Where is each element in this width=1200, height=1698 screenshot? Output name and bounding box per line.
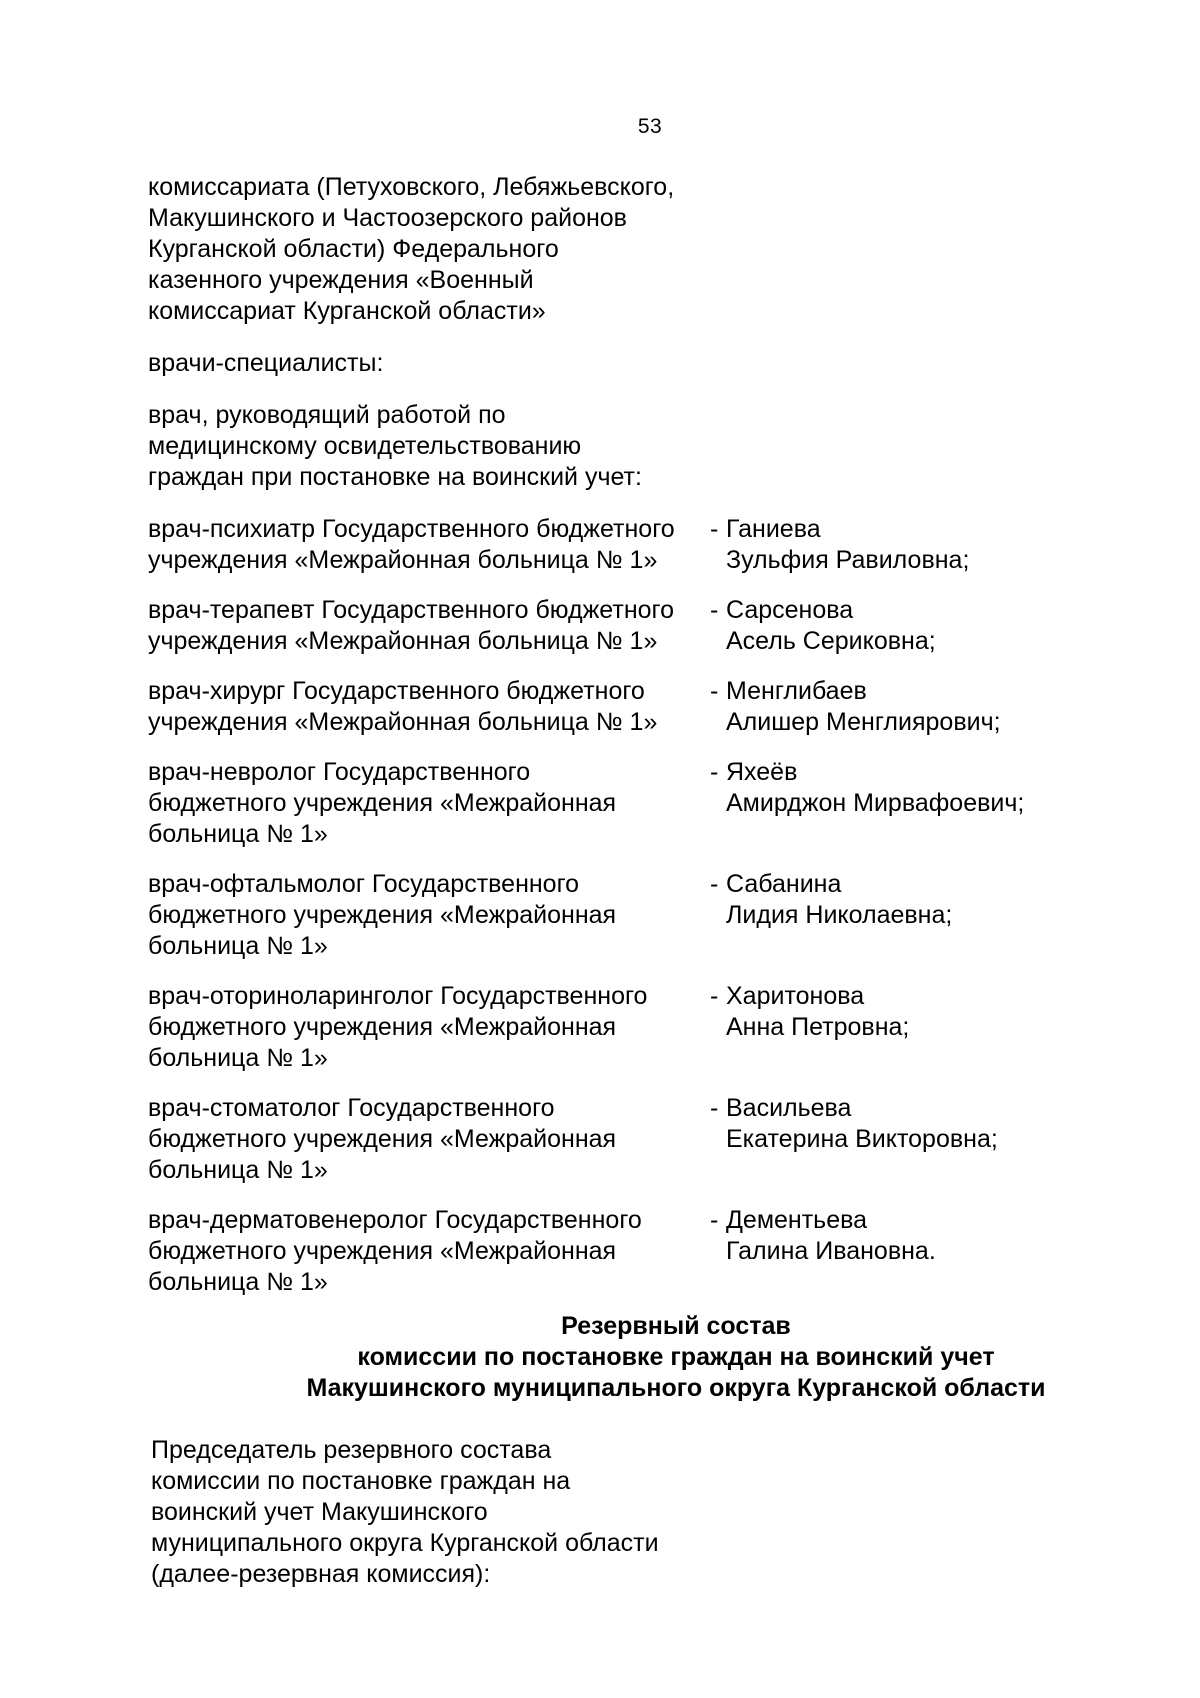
lead-doctor-line: медицинскому освидетельствованию <box>148 432 582 460</box>
member-given-names: Галина Ивановна. <box>726 1237 936 1265</box>
member-role <box>148 757 708 850</box>
member-role <box>148 595 708 657</box>
member-role-line: врач-офтальмолог Государственного <box>148 870 580 898</box>
intro-line: комиссариат Курганской области» <box>148 297 546 325</box>
member-given-names: Лидия Николаевна; <box>726 901 953 929</box>
reserve-heading-line: комиссии по постановке граждан на воинский учет <box>357 1343 995 1371</box>
member-given-names: Анна Петровна; <box>726 1013 910 1041</box>
member-row <box>148 595 1048 657</box>
member-dash: - <box>710 1094 719 1122</box>
member-surname: Сабанина <box>726 870 842 898</box>
specialists-label <box>148 348 1048 379</box>
member-dash: - <box>710 870 719 898</box>
member-surname: Васильева <box>726 1094 852 1122</box>
member-given-names: Зульфия Равиловна; <box>726 546 970 574</box>
member-given-names: Алишер Менглиярович; <box>726 708 1001 736</box>
member-row <box>148 1205 1048 1298</box>
intro-paragraph <box>148 172 1048 327</box>
member-role-line: врач-невролог Государственного <box>148 758 531 786</box>
member-role-line: врач-психиатр Государственного бюджетного <box>148 515 675 543</box>
member-role-line: учреждения «Межрайонная больница № 1» <box>148 627 658 655</box>
member-role <box>148 869 708 962</box>
member-role-line: врач-дерматовенеролог Государственного <box>148 1206 642 1234</box>
member-role-line: больница № 1» <box>148 932 328 960</box>
member-role-line: бюджетного учреждения «Межрайонная <box>148 901 617 929</box>
intro-line: казенного учреждения «Военный <box>148 266 534 294</box>
member-name <box>710 676 1001 738</box>
member-surname: Яхеёв <box>726 758 798 786</box>
member-surname: Ганиева <box>726 515 821 543</box>
member-given-names: Асель Сериковна; <box>726 627 936 655</box>
member-name <box>710 869 952 931</box>
member-dash: - <box>710 982 719 1010</box>
member-role <box>148 1205 708 1298</box>
member-name <box>710 514 969 576</box>
member-dash: - <box>710 596 719 624</box>
member-row <box>148 1093 1048 1186</box>
reserve-heading-line: Макушинского муниципального округа Курганской области <box>306 1374 1046 1402</box>
member-role-line: учреждения «Межрайонная больница № 1» <box>148 546 658 574</box>
member-role-line: бюджетного учреждения «Межрайонная <box>148 1013 617 1041</box>
lead-doctor-paragraph <box>148 400 1048 493</box>
member-role-line: больница № 1» <box>148 1044 328 1072</box>
document-body <box>148 172 1048 1317</box>
member-dash: - <box>710 677 719 705</box>
member-name <box>710 981 909 1043</box>
intro-line: Макушинского и Частоозерского районов <box>148 204 627 232</box>
member-name <box>710 1093 998 1155</box>
lead-doctor-line: граждан при постановке на воинский учет: <box>148 463 642 491</box>
member-role <box>148 981 708 1074</box>
member-name <box>710 1205 936 1267</box>
chair-paragraph <box>151 1435 659 1590</box>
member-row <box>148 869 1048 962</box>
member-role-line: врач-хирург Государственного бюджетного <box>148 677 645 705</box>
member-row <box>148 757 1048 850</box>
member-role-line: больница № 1» <box>148 1156 328 1184</box>
member-role-line: врач-терапевт Государственного бюджетного <box>148 596 675 624</box>
member-surname: Сарсенова <box>726 596 854 624</box>
member-row <box>148 514 1048 576</box>
member-dash: - <box>710 1206 719 1234</box>
member-role-line: врач-стоматолог Государственного <box>148 1094 555 1122</box>
intro-line: комиссариата (Петуховского, Лебяжьевского, <box>148 173 675 201</box>
member-role-line: врач-оториноларинголог Государственного <box>148 982 648 1010</box>
member-dash: - <box>710 758 719 786</box>
chair-line: воинский учет Макушинского <box>151 1498 488 1526</box>
member-role-line: бюджетного учреждения «Межрайонная <box>148 1125 617 1153</box>
member-role-line: бюджетного учреждения «Межрайонная <box>148 789 617 817</box>
member-row <box>148 981 1048 1074</box>
member-role-line: бюджетного учреждения «Межрайонная <box>148 1237 617 1265</box>
member-surname: Менглибаев <box>726 677 867 705</box>
member-surname: Харитонова <box>726 982 865 1010</box>
member-role <box>148 514 708 576</box>
members-list <box>148 514 1048 1298</box>
specialists-label-text: врачи-специалисты: <box>148 349 384 377</box>
chair-line: Председатель резервного состава <box>151 1436 552 1464</box>
member-dash: - <box>710 515 719 543</box>
member-given-names: Амирджон Мирвафоевич; <box>726 789 1025 817</box>
member-name <box>710 595 936 657</box>
chair-line: муниципального округа Курганской области <box>151 1529 659 1557</box>
page-number: 53 <box>637 115 663 138</box>
member-name <box>710 757 1024 819</box>
member-role <box>148 1093 708 1186</box>
chair-line: комиссии по постановке граждан на <box>151 1467 571 1495</box>
intro-line: Курганской области) Федерального <box>148 235 559 263</box>
reserve-heading-line: Резервный состав <box>561 1312 791 1340</box>
member-role <box>148 676 708 738</box>
member-role-line: учреждения «Межрайонная больница № 1» <box>148 708 658 736</box>
lead-doctor-line: врач, руководящий работой по <box>148 401 506 429</box>
member-row <box>148 676 1048 738</box>
member-role-line: больница № 1» <box>148 1268 328 1296</box>
reserve-heading <box>0 1311 1200 1404</box>
chair-line: (далее-резервная комиссия): <box>151 1560 491 1588</box>
member-surname: Дементьева <box>726 1206 868 1234</box>
member-role-line: больница № 1» <box>148 820 328 848</box>
member-given-names: Екатерина Викторовна; <box>726 1125 998 1153</box>
